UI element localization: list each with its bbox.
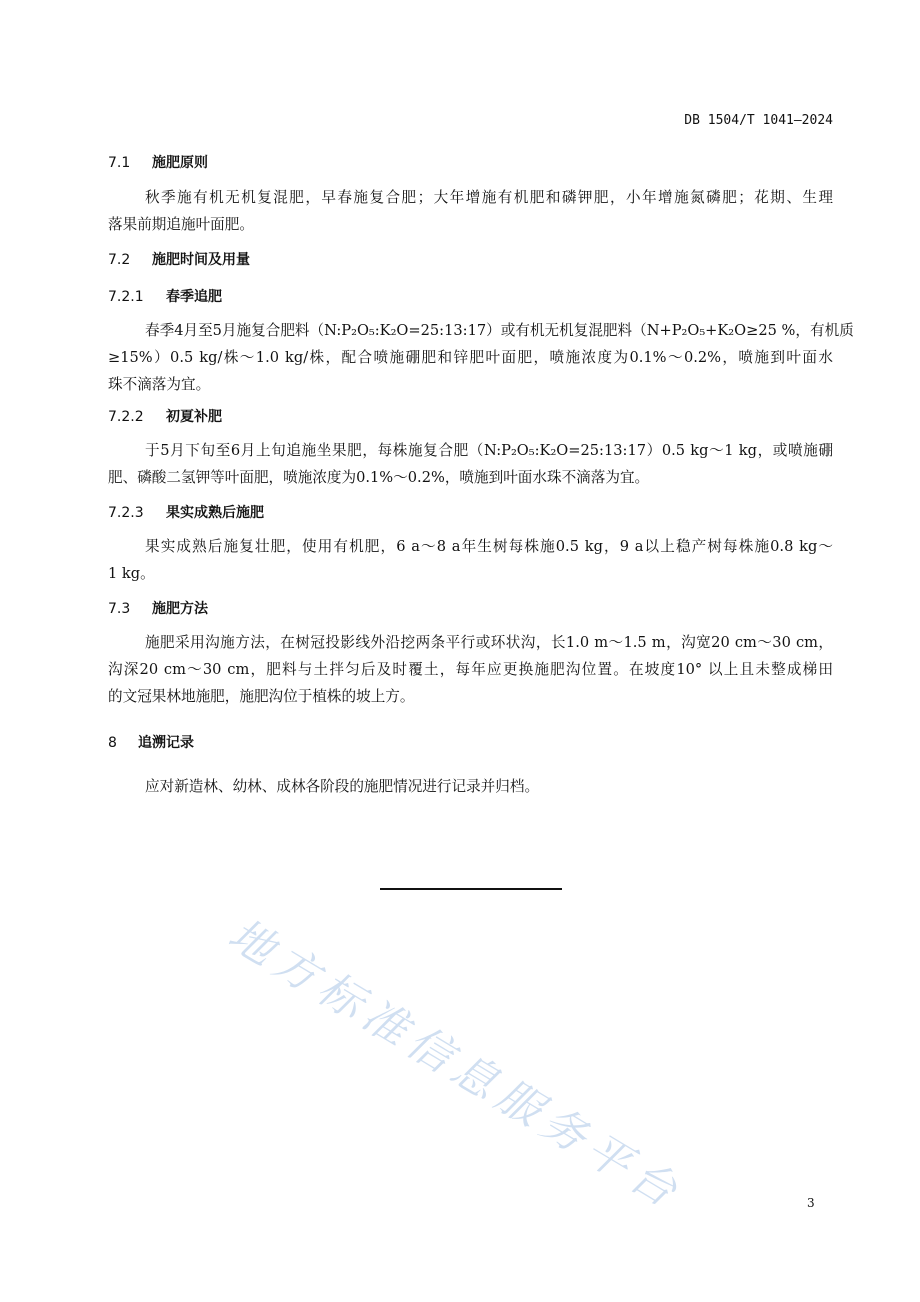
paragraph-7-1 (108, 184, 833, 238)
heading-7-2 (108, 249, 250, 269)
text-line: 沟深20 cm～30 cm，肥料与土拌匀后及时覆土，每年应更换施肥沟位置。在坡度10° 以上且未整成梯田 (108, 661, 833, 678)
heading-7-2-3 (108, 502, 264, 522)
section-number: 7.2.2 (108, 409, 144, 425)
text-line: 春季4月至5月施复合肥料（N:P₂O₅:K₂O=25:13:17）或有机无机复混肥料（N+P₂O₅+K₂O≥25 %，有机质 (145, 322, 854, 339)
section-title: 追溯记录 (138, 735, 194, 751)
text-line: 应对新造林、幼林、成林各阶段的施肥情况进行记录并归档。 (145, 778, 540, 795)
section-title: 施肥时间及用量 (152, 252, 250, 268)
page-number: 3 (807, 1196, 815, 1210)
section-title: 初夏补肥 (166, 409, 222, 425)
paragraph-7-2-2 (108, 437, 833, 491)
paragraph-7-3 (108, 629, 833, 710)
heading-8 (108, 732, 194, 752)
paragraph-7-2-1 (108, 317, 854, 398)
text-line: ≥15%）0.5 kg/株～1.0 kg/株，配合喷施硼肥和锌肥叶面肥，喷施浓度为0.1%～0.2%，喷施到叶面水 (108, 349, 833, 366)
text-line: 施肥采用沟施方法，在树冠投影线外沿挖两条平行或环状沟，长1.0 m～1.5 m，沟宽20 cm～30 cm， (145, 634, 833, 651)
end-rule (380, 888, 562, 890)
text-line: 的文冠果林地施肥，施肥沟位于植株的坡上方。 (108, 688, 415, 705)
text-line: 落果前期追施叶面肥。 (108, 216, 254, 233)
paragraph-7-2-3 (108, 533, 833, 587)
watermark: 地方标准信息服务平台 (219, 908, 692, 1221)
text-line: 珠不滴落为宜。 (108, 376, 211, 393)
text-line: 秋季施有机无机复混肥，早春施复合肥；大年增施有机肥和磷钾肥，小年增施氮磷肥；花期、生理 (145, 189, 833, 206)
document-number: DB 1504/T 1041—2024 (684, 113, 833, 128)
heading-7-2-1 (108, 286, 222, 306)
heading-7-3 (108, 598, 208, 618)
paragraph-8 (108, 773, 833, 800)
section-number: 7.3 (108, 601, 131, 617)
section-number: 7.2 (108, 252, 131, 268)
heading-7-2-2 (108, 406, 222, 426)
heading-7-1 (108, 152, 208, 172)
section-title: 施肥原则 (152, 155, 208, 171)
section-number: 8 (108, 735, 117, 751)
section-title: 果实成熟后施肥 (166, 505, 264, 521)
text-line: 果实成熟后施复壮肥，使用有机肥，6 a～8 a年生树每株施0.5 kg，9 a以上稳产树每株施0.8 kg～ (145, 538, 833, 555)
section-title: 施肥方法 (152, 601, 208, 617)
text-line: 1 kg。 (108, 565, 155, 582)
section-number: 7.2.3 (108, 505, 144, 521)
section-number: 7.2.1 (108, 289, 144, 305)
text-line: 于5月下旬至6月上旬追施坐果肥，每株施复合肥（N:P₂O₅:K₂O=25:13:17）0.5 kg～1 kg，或喷施硼 (145, 442, 833, 459)
section-title: 春季追肥 (166, 289, 222, 305)
section-number: 7.1 (108, 155, 131, 171)
text-line: 肥、磷酸二氢钾等叶面肥，喷施浓度为0.1%～0.2%，喷施到叶面水珠不滴落为宜。 (108, 469, 650, 486)
